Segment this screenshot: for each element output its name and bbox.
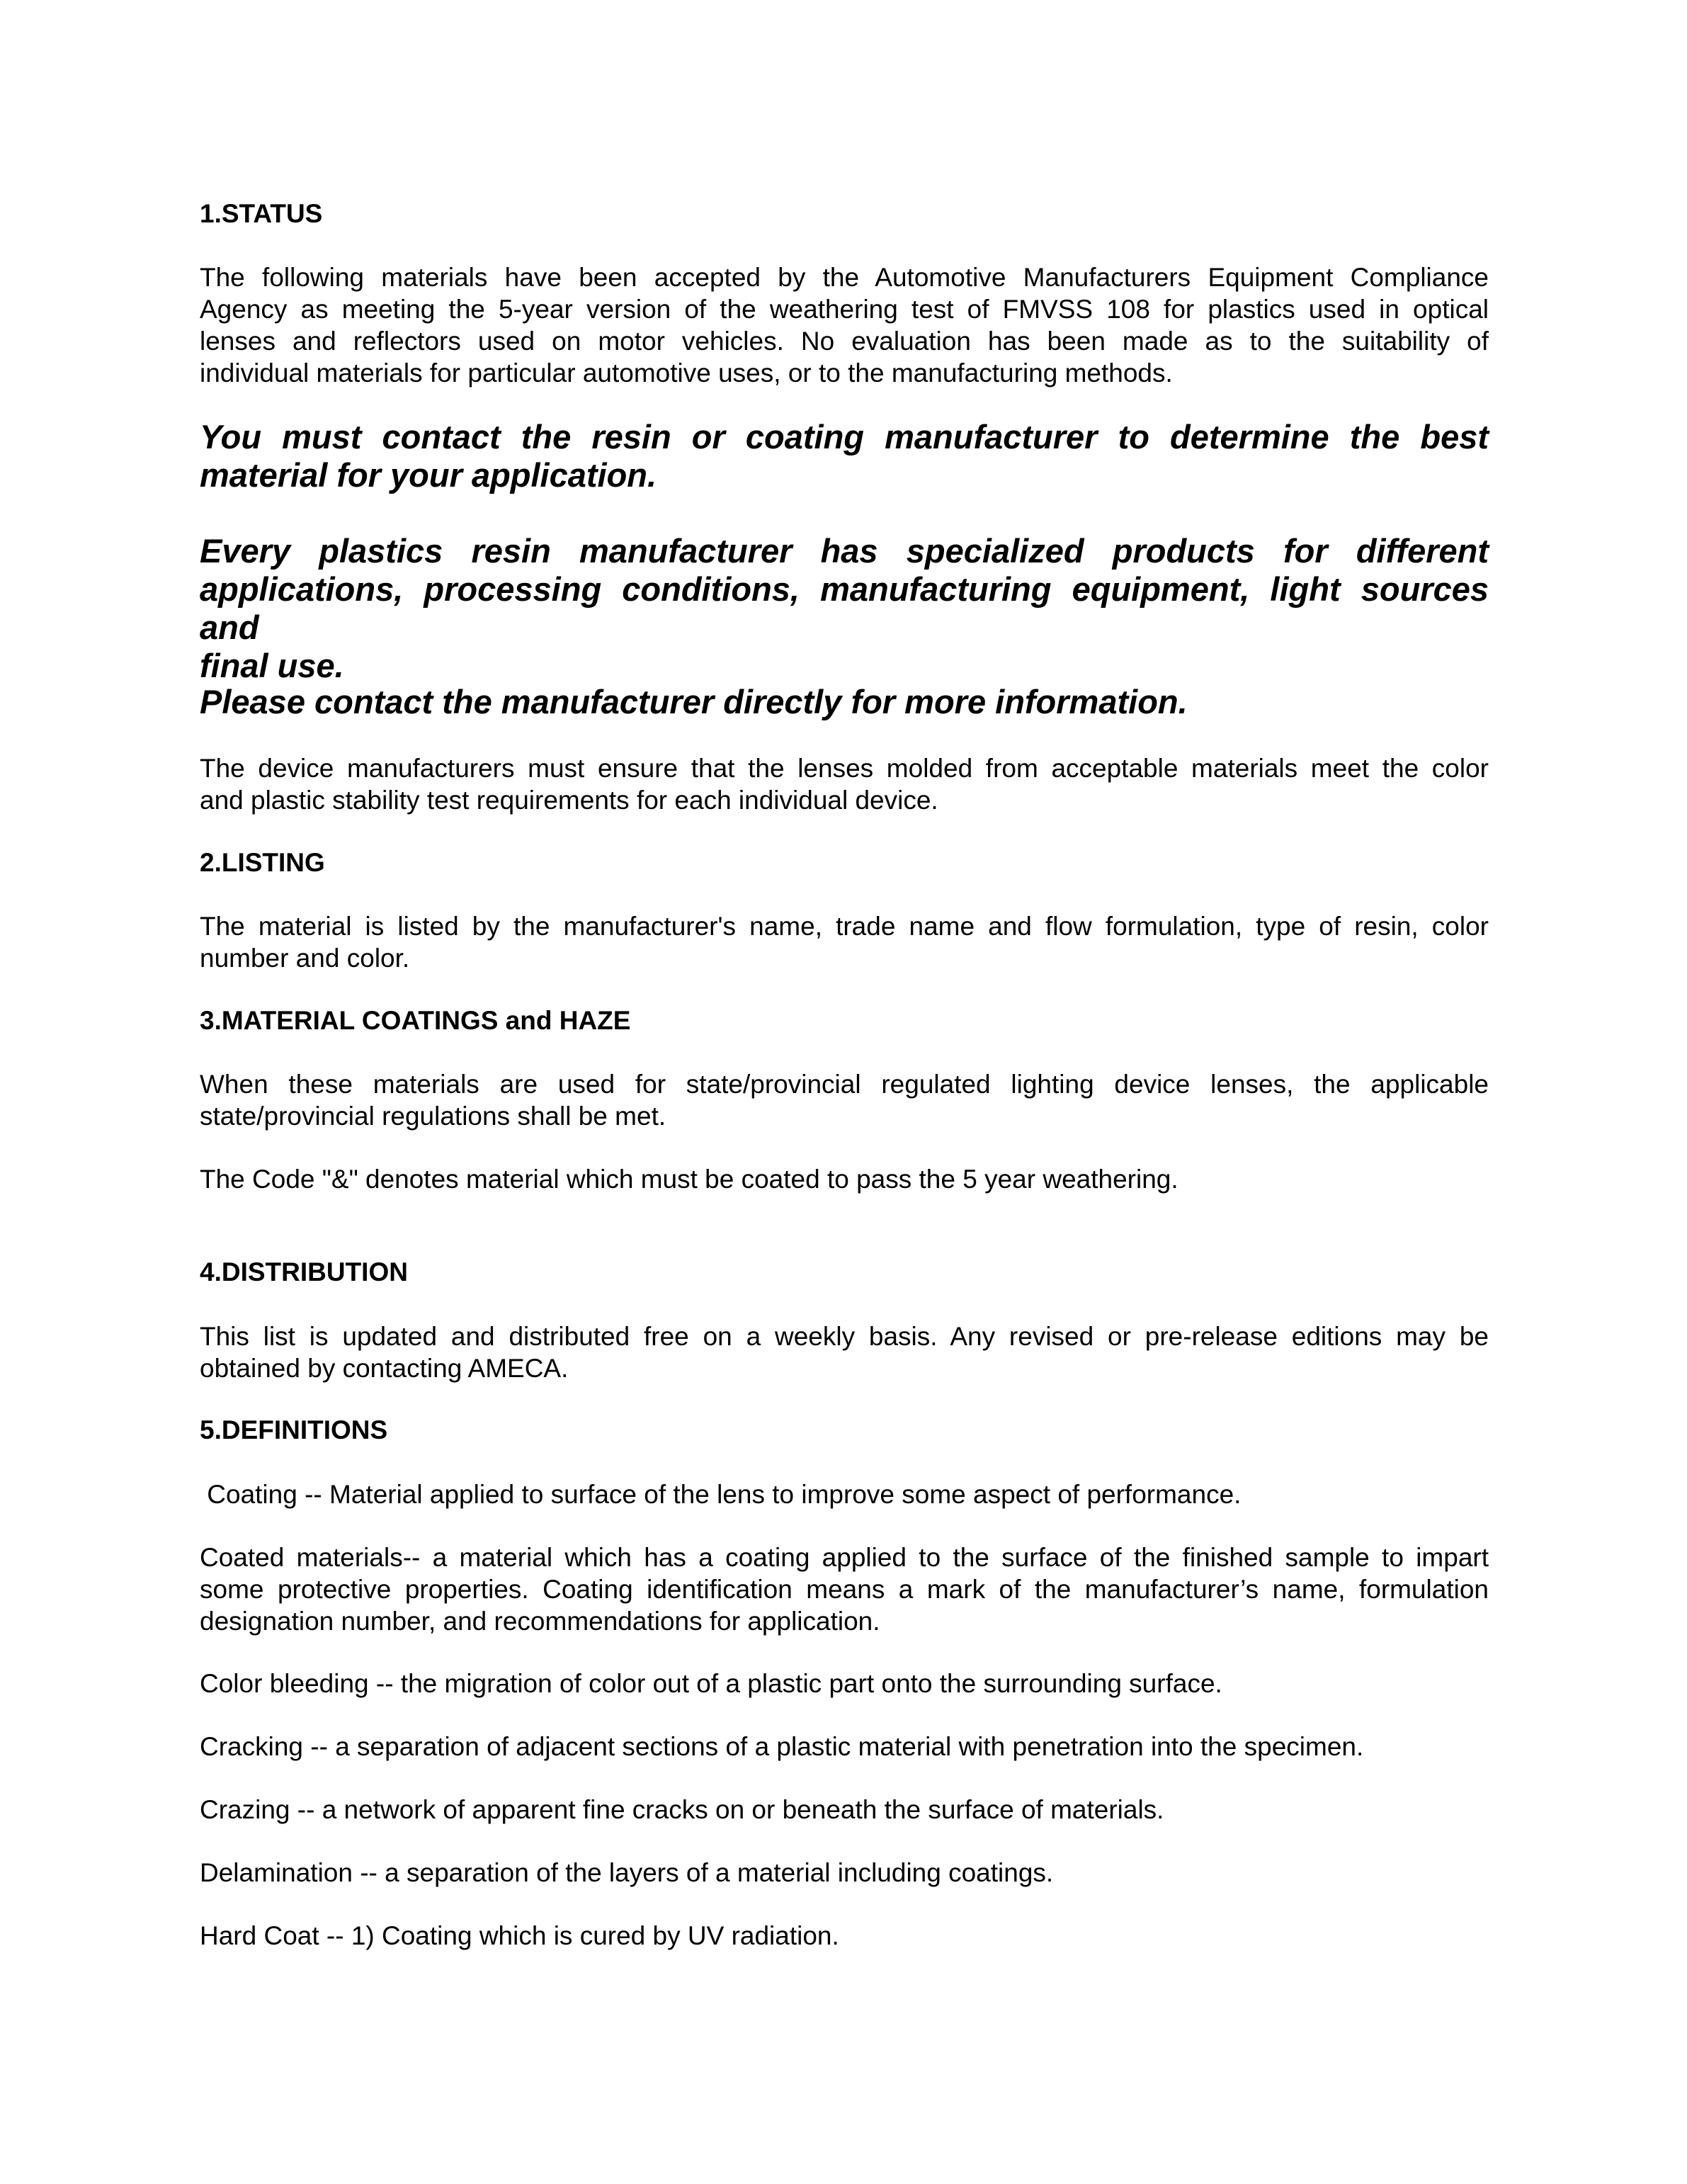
emphasis-line: You must contact the resin or coating manufacturer to determine the best <box>200 418 1489 456</box>
section-heading-distribution: 4.DISTRIBUTION <box>200 1257 408 1286</box>
status-paragraph-line: The following materials have been accepted by the Automotive Manufacturers Equipment Compliance <box>200 263 1489 292</box>
definition-coated-materials <box>200 1541 1489 1637</box>
definition-color-bleeding: Color bleeding -- the migration of color out of a plastic part onto the surrounding surface. <box>200 1669 1222 1698</box>
status-paragraph <box>200 261 1489 389</box>
emphasis-specialized-products <box>200 532 1489 685</box>
status-paragraph-line: lenses and reflectors used on motor vehicles. No evaluation has been made as to the suitability of <box>200 327 1489 356</box>
distribution-paragraph <box>200 1320 1489 1384</box>
section-heading-coatings: 3.MATERIAL COATINGS and HAZE <box>200 1006 631 1035</box>
section-heading-definitions: 5.DEFINITIONS <box>200 1415 388 1444</box>
definition-line: some protective properties. Coating identification means a mark of the manufacturer’s name, formulation <box>200 1575 1489 1604</box>
listing-paragraph <box>200 910 1489 974</box>
distribution-paragraph-line: This list is updated and distributed free on a weekly basis. Any revised or pre-release editions may be <box>200 1322 1489 1351</box>
emphasis-line: applications, processing conditions, manufacturing equipment, light sources and <box>200 570 1489 646</box>
coatings-paragraph-line: state/provincial regulations shall be met. <box>200 1102 666 1131</box>
definition-hard-coat: Hard Coat -- 1) Coating which is cured by UV radiation. <box>200 1921 839 1950</box>
section-heading-status: 1.STATUS <box>200 199 323 228</box>
listing-paragraph-line: number and color. <box>200 944 410 973</box>
definition-crazing: Crazing -- a network of apparent fine cracks on or beneath the surface of materials. <box>200 1795 1164 1824</box>
definition-line: Coated materials-- a material which has a coating applied to the surface of the finished sample to impart <box>200 1543 1489 1572</box>
status-paragraph-line: Agency as meeting the 5-year version of the weathering test of FMVSS 108 for plastics used in optical <box>200 295 1489 324</box>
section-heading-listing: 2.LISTING <box>200 848 325 877</box>
device-manufacturers-note <box>200 752 1489 816</box>
distribution-paragraph-line: obtained by contacting AMECA. <box>200 1354 569 1383</box>
emphasis-contact-manufacturer <box>200 683 1489 721</box>
emphasis-line: final use. <box>200 647 344 684</box>
listing-paragraph-line: The material is listed by the manufacturer's name, trade name and flow formulation, type of resin, color <box>200 912 1489 941</box>
definition-line: designation number, and recommendations for application. <box>200 1607 880 1636</box>
device-note-line: The device manufacturers must ensure that the lenses molded from acceptable materials meet the color <box>200 754 1489 783</box>
definition-coating: Coating -- Material applied to surface of the lens to improve some aspect of performance. <box>200 1480 1242 1509</box>
definition-cracking: Cracking -- a separation of adjacent sections of a plastic material with penetration into the specimen. <box>200 1732 1364 1761</box>
emphasis-line: Every plastics resin manufacturer has specialized products for different <box>200 532 1489 570</box>
device-note-line: and plastic stability test requirements for each individual device. <box>200 786 938 815</box>
emphasis-contact-resin-manufacturer <box>200 418 1489 494</box>
emphasis-line: material for your application. <box>200 456 657 494</box>
coatings-paragraph <box>200 1068 1489 1132</box>
code-ampersand-note: The Code "&" denotes material which must be coated to pass the 5 year weathering. <box>200 1165 1178 1194</box>
emphasis-line: Please contact the manufacturer directly for more information. <box>200 683 1188 720</box>
definition-delamination: Delamination -- a separation of the layers of a material including coatings. <box>200 1858 1054 1887</box>
status-paragraph-line: individual materials for particular automotive uses, or to the manufacturing methods. <box>200 358 1173 387</box>
coatings-paragraph-line: When these materials are used for state/provincial regulated lighting device lenses, the applicable <box>200 1070 1489 1099</box>
